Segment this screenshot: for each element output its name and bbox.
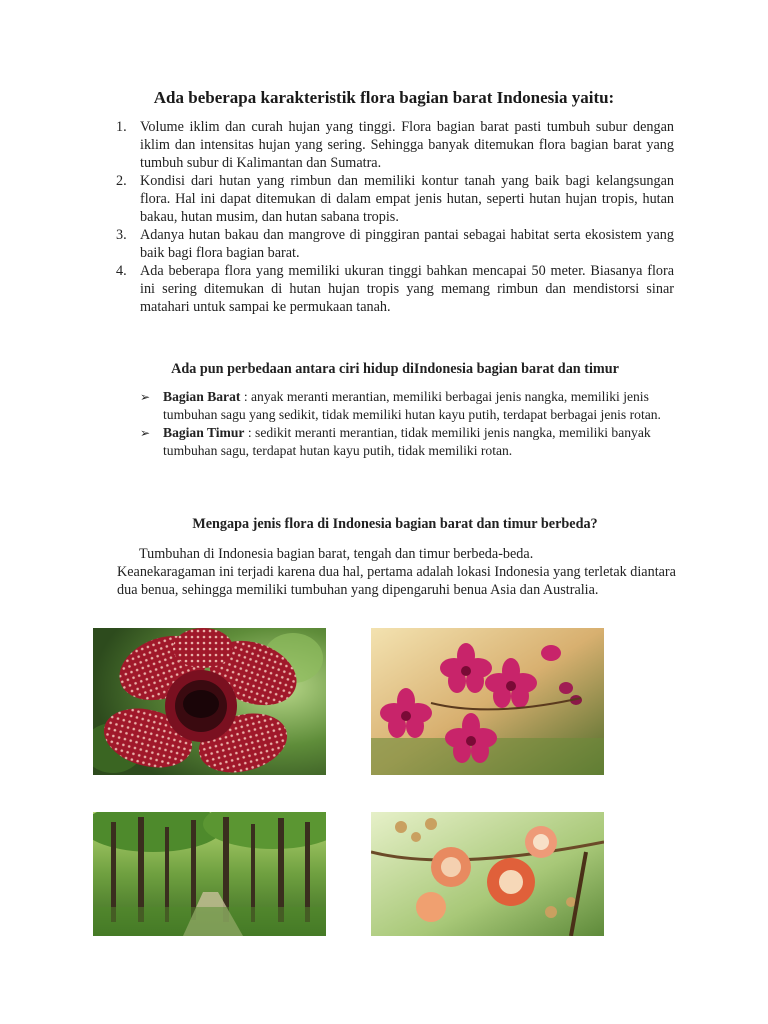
differences-list bbox=[140, 388, 674, 460]
heading-characteristics: Ada beberapa karakteristik flora bagian barat Indonesia yaitu: bbox=[153, 88, 615, 107]
list-item: 1. Volume iklim dan curah hujan yang tinggi. Flora bagian barat pasti tumbuh subur dengan iklim dan intensitas hujan yang sering. Sehingga banyak ditemukan flora bagian barat yang tumbuh subur di Kalimantan dan Sumatra. bbox=[116, 119, 674, 171]
forest-photo bbox=[93, 812, 326, 936]
list-item: 2. Kondisi dari hutan yang rimbun dan memiliki kontur tanah yang baik bagi kelangsungan flora. Hal ini dapat ditemukan di dalam empat jenis hutan, seperti hutan hujan tropis, hutan bakau, hutan musim, dan hutan sabana tropis. bbox=[116, 173, 674, 225]
rafflesia-photo bbox=[93, 628, 326, 775]
orchid-photo bbox=[371, 628, 604, 775]
list-item: 3. Adanya hutan bakau dan mangrove di pinggiran pantai sebagai habitat serta ekosistem yang baik bagi flora bagian barat. bbox=[116, 227, 674, 261]
heading-differences: Ada pun perbedaan antara ciri hidup diIndonesia bagian barat dan timur bbox=[171, 361, 619, 377]
cannonball-flower-photo bbox=[371, 812, 604, 936]
body-paragraph: Tumbuhan di Indonesia bagian barat, tengah dan timur berbeda-beda. Keanekaragaman ini terjadi karena dua hal, pertama adalah lokasi Indonesia yang terletak diantara dua benua, sehingga memiliki tumbuhan yang dipengaruhi benua Asia dan Australia. bbox=[117, 546, 676, 598]
arrow-bullet-icon: ➢ bbox=[140, 426, 151, 440]
arrow-bullet-icon: ➢ bbox=[140, 390, 151, 404]
list-item: 4. Ada beberapa flora yang memiliki ukuran tinggi bahkan mencapai 50 meter. Biasanya flora ini sering ditemukan di hutan hujan tropis yang memang rimbun dan mendistorsi sinar matahari untuk sampai ke permukaan tanah. bbox=[116, 263, 674, 315]
characteristics-list bbox=[116, 118, 674, 316]
list-item-west: ➢ Bagian Barat : anyak meranti merantian, memiliki berbagai jenis nangka, memiliki jenis tumbuhan sagu yang sedikit, tidak memiliki hutan kayu putih, terdapat berbagai jenis rotan. bbox=[140, 389, 661, 422]
list-item-east: ➢ Bagian Timur : sedikit meranti merantian, tidak memiliki jenis nangka, memiliki banyak tumbuhan sagu, terdapat hutan kayu putih, tidak memiliki rotan. bbox=[140, 425, 651, 458]
heading-why-different: Mengapa jenis flora di Indonesia bagian barat dan timur berbeda? bbox=[192, 516, 598, 532]
